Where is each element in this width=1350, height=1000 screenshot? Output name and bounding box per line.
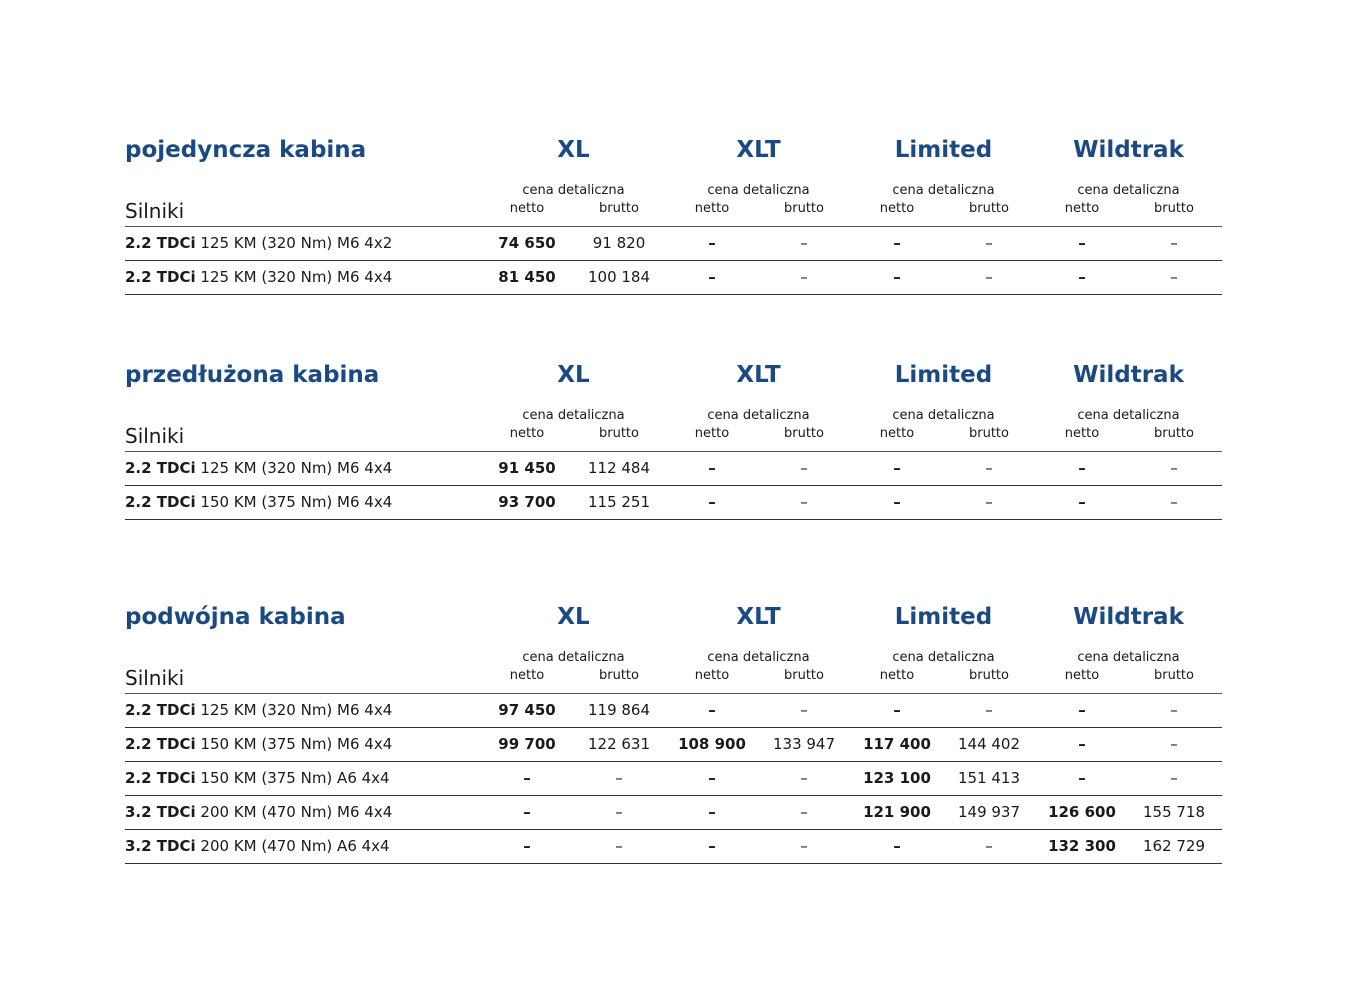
table-row bbox=[125, 227, 1222, 261]
retail-price-label: cena detaliczna bbox=[707, 408, 810, 423]
engine-type: 2.2 TDCi bbox=[125, 268, 196, 286]
net-price-cell: 99 700 bbox=[498, 735, 556, 753]
net-price-cell: – bbox=[1078, 459, 1086, 477]
gross-price-cell: – bbox=[615, 803, 623, 821]
gross-price-cell: – bbox=[800, 234, 808, 252]
gross-price-cell: – bbox=[1170, 493, 1178, 511]
net-label: netto bbox=[879, 201, 915, 216]
net-price-cell: 108 900 bbox=[678, 735, 746, 753]
engine-type: 3.2 TDCi bbox=[125, 803, 196, 821]
net-price-cell: – bbox=[1078, 769, 1086, 787]
section-title: przedłużona kabina bbox=[125, 362, 380, 388]
engine-type: 2.2 TDCi bbox=[125, 459, 196, 477]
net-price-cell: – bbox=[708, 701, 716, 719]
gross-price-cell: – bbox=[985, 268, 993, 286]
trim-header-limited: Limited bbox=[894, 604, 993, 630]
gross-label: brutto bbox=[1154, 201, 1194, 216]
gross-label: brutto bbox=[599, 426, 639, 441]
net-price-cell: – bbox=[1078, 493, 1086, 511]
retail-price-label: cena detaliczna bbox=[522, 650, 625, 665]
net-price-cell: – bbox=[893, 837, 901, 855]
engine-type: 2.2 TDCi bbox=[125, 701, 196, 719]
net-price-cell: 91 450 bbox=[498, 459, 556, 477]
table-row bbox=[125, 261, 1222, 295]
net-label: netto bbox=[509, 426, 545, 441]
gross-price-cell: 122 631 bbox=[587, 735, 651, 753]
net-price-cell: 121 900 bbox=[863, 803, 931, 821]
trim-header-xlt: XLT bbox=[736, 137, 781, 163]
gross-label: brutto bbox=[1154, 426, 1194, 441]
engines-label: Silniki bbox=[125, 424, 185, 448]
net-price-cell: 81 450 bbox=[498, 268, 556, 286]
net-price-cell: – bbox=[708, 803, 716, 821]
engines-label: Silniki bbox=[125, 199, 185, 223]
trim-header-wildtrak: Wildtrak bbox=[1073, 137, 1184, 163]
gross-label: brutto bbox=[969, 426, 1009, 441]
section-title: podwójna kabina bbox=[125, 604, 346, 630]
table-body bbox=[125, 226, 1222, 295]
net-label: netto bbox=[1064, 426, 1100, 441]
net-price-cell: 74 650 bbox=[498, 234, 556, 252]
engine-type: 2.2 TDCi bbox=[125, 234, 196, 252]
retail-price-label: cena detaliczna bbox=[892, 183, 995, 198]
gross-price-cell: – bbox=[615, 837, 623, 855]
price-table-single-cab bbox=[125, 136, 1222, 295]
engine-spec: 200 KM (470 Nm) M6 4x4 bbox=[195, 803, 393, 821]
net-price-cell: – bbox=[523, 837, 531, 855]
engine-cell bbox=[125, 261, 392, 294]
gross-price-cell: – bbox=[1170, 701, 1178, 719]
net-label: netto bbox=[879, 668, 915, 683]
net-price-cell: – bbox=[708, 234, 716, 252]
retail-price-label: cena detaliczna bbox=[522, 408, 625, 423]
net-price-cell: 126 600 bbox=[1048, 803, 1116, 821]
table-header bbox=[125, 361, 1222, 451]
gross-label: brutto bbox=[599, 201, 639, 216]
net-price-cell: – bbox=[523, 769, 531, 787]
table-body bbox=[125, 693, 1222, 864]
net-label: netto bbox=[879, 426, 915, 441]
table-row bbox=[125, 796, 1222, 830]
trim-header-xl: XL bbox=[557, 604, 590, 630]
retail-price-label: cena detaliczna bbox=[892, 650, 995, 665]
gross-price-cell: 155 718 bbox=[1142, 803, 1206, 821]
table-row bbox=[125, 694, 1222, 728]
gross-price-cell: 100 184 bbox=[587, 268, 651, 286]
engine-spec: 200 KM (470 Nm) A6 4x4 bbox=[195, 837, 390, 855]
trim-header-xlt: XLT bbox=[736, 362, 781, 388]
trim-header-limited: Limited bbox=[894, 137, 993, 163]
gross-price-cell: – bbox=[615, 769, 623, 787]
net-label: netto bbox=[1064, 668, 1100, 683]
price-table-double-cab bbox=[125, 603, 1222, 864]
gross-price-cell: 91 820 bbox=[592, 234, 646, 252]
table-row bbox=[125, 486, 1222, 520]
net-label: netto bbox=[509, 668, 545, 683]
gross-price-cell: – bbox=[1170, 769, 1178, 787]
trim-header-limited: Limited bbox=[894, 362, 993, 388]
retail-price-label: cena detaliczna bbox=[1077, 408, 1180, 423]
engine-cell bbox=[125, 694, 392, 727]
gross-price-cell: – bbox=[800, 837, 808, 855]
engine-spec: 125 KM (320 Nm) M6 4x4 bbox=[195, 701, 393, 719]
trim-header-wildtrak: Wildtrak bbox=[1073, 362, 1184, 388]
net-price-cell: – bbox=[1078, 735, 1086, 753]
net-price-cell: – bbox=[708, 493, 716, 511]
retail-price-label: cena detaliczna bbox=[1077, 650, 1180, 665]
net-price-cell: 117 400 bbox=[863, 735, 931, 753]
retail-price-label: cena detaliczna bbox=[707, 650, 810, 665]
gross-label: brutto bbox=[784, 426, 824, 441]
gross-label: brutto bbox=[969, 201, 1009, 216]
gross-price-cell: – bbox=[800, 268, 808, 286]
gross-price-cell: – bbox=[985, 837, 993, 855]
gross-price-cell: 144 402 bbox=[957, 735, 1021, 753]
net-price-cell: – bbox=[1078, 268, 1086, 286]
table-row bbox=[125, 762, 1222, 796]
table-body bbox=[125, 451, 1222, 520]
gross-price-cell: 149 937 bbox=[957, 803, 1021, 821]
retail-price-label: cena detaliczna bbox=[892, 408, 995, 423]
net-price-cell: – bbox=[893, 493, 901, 511]
engine-cell bbox=[125, 830, 390, 863]
gross-price-cell: 112 484 bbox=[587, 459, 651, 477]
gross-price-cell: 151 413 bbox=[957, 769, 1021, 787]
retail-price-label: cena detaliczna bbox=[707, 183, 810, 198]
retail-price-label: cena detaliczna bbox=[1077, 183, 1180, 198]
price-table-extended-cab bbox=[125, 361, 1222, 520]
trim-header-xlt: XLT bbox=[736, 604, 781, 630]
table-row bbox=[125, 830, 1222, 864]
gross-price-cell: – bbox=[985, 701, 993, 719]
net-label: netto bbox=[509, 201, 545, 216]
trim-header-xl: XL bbox=[557, 362, 590, 388]
net-price-cell: 123 100 bbox=[863, 769, 931, 787]
net-price-cell: – bbox=[1078, 234, 1086, 252]
engine-cell bbox=[125, 227, 392, 260]
engine-spec: 150 KM (375 Nm) A6 4x4 bbox=[195, 769, 390, 787]
trim-header-xl: XL bbox=[557, 137, 590, 163]
gross-label: brutto bbox=[784, 201, 824, 216]
net-price-cell: – bbox=[523, 803, 531, 821]
engine-cell bbox=[125, 486, 392, 519]
table-row bbox=[125, 452, 1222, 486]
gross-price-cell: – bbox=[985, 234, 993, 252]
engine-type: 3.2 TDCi bbox=[125, 837, 196, 855]
gross-price-cell: 119 864 bbox=[587, 701, 651, 719]
section-title: pojedyncza kabina bbox=[125, 137, 367, 163]
gross-label: brutto bbox=[1154, 668, 1194, 683]
net-price-cell: – bbox=[893, 268, 901, 286]
net-label: netto bbox=[694, 426, 730, 441]
gross-price-cell: – bbox=[800, 493, 808, 511]
gross-price-cell: – bbox=[1170, 234, 1178, 252]
gross-price-cell: – bbox=[985, 493, 993, 511]
engines-label: Silniki bbox=[125, 666, 185, 690]
engine-spec: 150 KM (375 Nm) M6 4x4 bbox=[195, 493, 393, 511]
net-price-cell: – bbox=[708, 459, 716, 477]
engine-type: 2.2 TDCi bbox=[125, 769, 196, 787]
gross-price-cell: – bbox=[800, 803, 808, 821]
table-header bbox=[125, 603, 1222, 693]
gross-price-cell: – bbox=[1170, 735, 1178, 753]
net-price-cell: – bbox=[708, 837, 716, 855]
engine-cell bbox=[125, 796, 392, 829]
net-price-cell: 93 700 bbox=[498, 493, 556, 511]
net-price-cell: 132 300 bbox=[1048, 837, 1116, 855]
engine-spec: 150 KM (375 Nm) M6 4x4 bbox=[195, 735, 393, 753]
gross-price-cell: – bbox=[800, 701, 808, 719]
gross-price-cell: 133 947 bbox=[772, 735, 836, 753]
net-label: netto bbox=[1064, 201, 1100, 216]
engine-cell bbox=[125, 762, 390, 795]
net-price-cell: – bbox=[893, 234, 901, 252]
net-price-cell: 97 450 bbox=[498, 701, 556, 719]
net-label: netto bbox=[694, 668, 730, 683]
gross-price-cell: – bbox=[985, 459, 993, 477]
engine-cell bbox=[125, 452, 392, 485]
gross-price-cell: – bbox=[800, 459, 808, 477]
net-price-cell: – bbox=[1078, 701, 1086, 719]
net-price-cell: – bbox=[708, 769, 716, 787]
engine-cell bbox=[125, 728, 392, 761]
net-price-cell: – bbox=[893, 701, 901, 719]
engine-spec: 125 KM (320 Nm) M6 4x4 bbox=[195, 268, 393, 286]
gross-label: brutto bbox=[599, 668, 639, 683]
net-label: netto bbox=[694, 201, 730, 216]
gross-label: brutto bbox=[784, 668, 824, 683]
gross-price-cell: – bbox=[800, 769, 808, 787]
gross-label: brutto bbox=[969, 668, 1009, 683]
retail-price-label: cena detaliczna bbox=[522, 183, 625, 198]
net-price-cell: – bbox=[893, 459, 901, 477]
net-price-cell: – bbox=[708, 268, 716, 286]
gross-price-cell: – bbox=[1170, 459, 1178, 477]
gross-price-cell: 115 251 bbox=[587, 493, 651, 511]
engine-spec: 125 KM (320 Nm) M6 4x2 bbox=[195, 234, 393, 252]
engine-spec: 125 KM (320 Nm) M6 4x4 bbox=[195, 459, 393, 477]
trim-header-wildtrak: Wildtrak bbox=[1073, 604, 1184, 630]
table-row bbox=[125, 728, 1222, 762]
gross-price-cell: – bbox=[1170, 268, 1178, 286]
engine-type: 2.2 TDCi bbox=[125, 493, 196, 511]
gross-price-cell: 162 729 bbox=[1142, 837, 1206, 855]
engine-type: 2.2 TDCi bbox=[125, 735, 196, 753]
table-header bbox=[125, 136, 1222, 226]
